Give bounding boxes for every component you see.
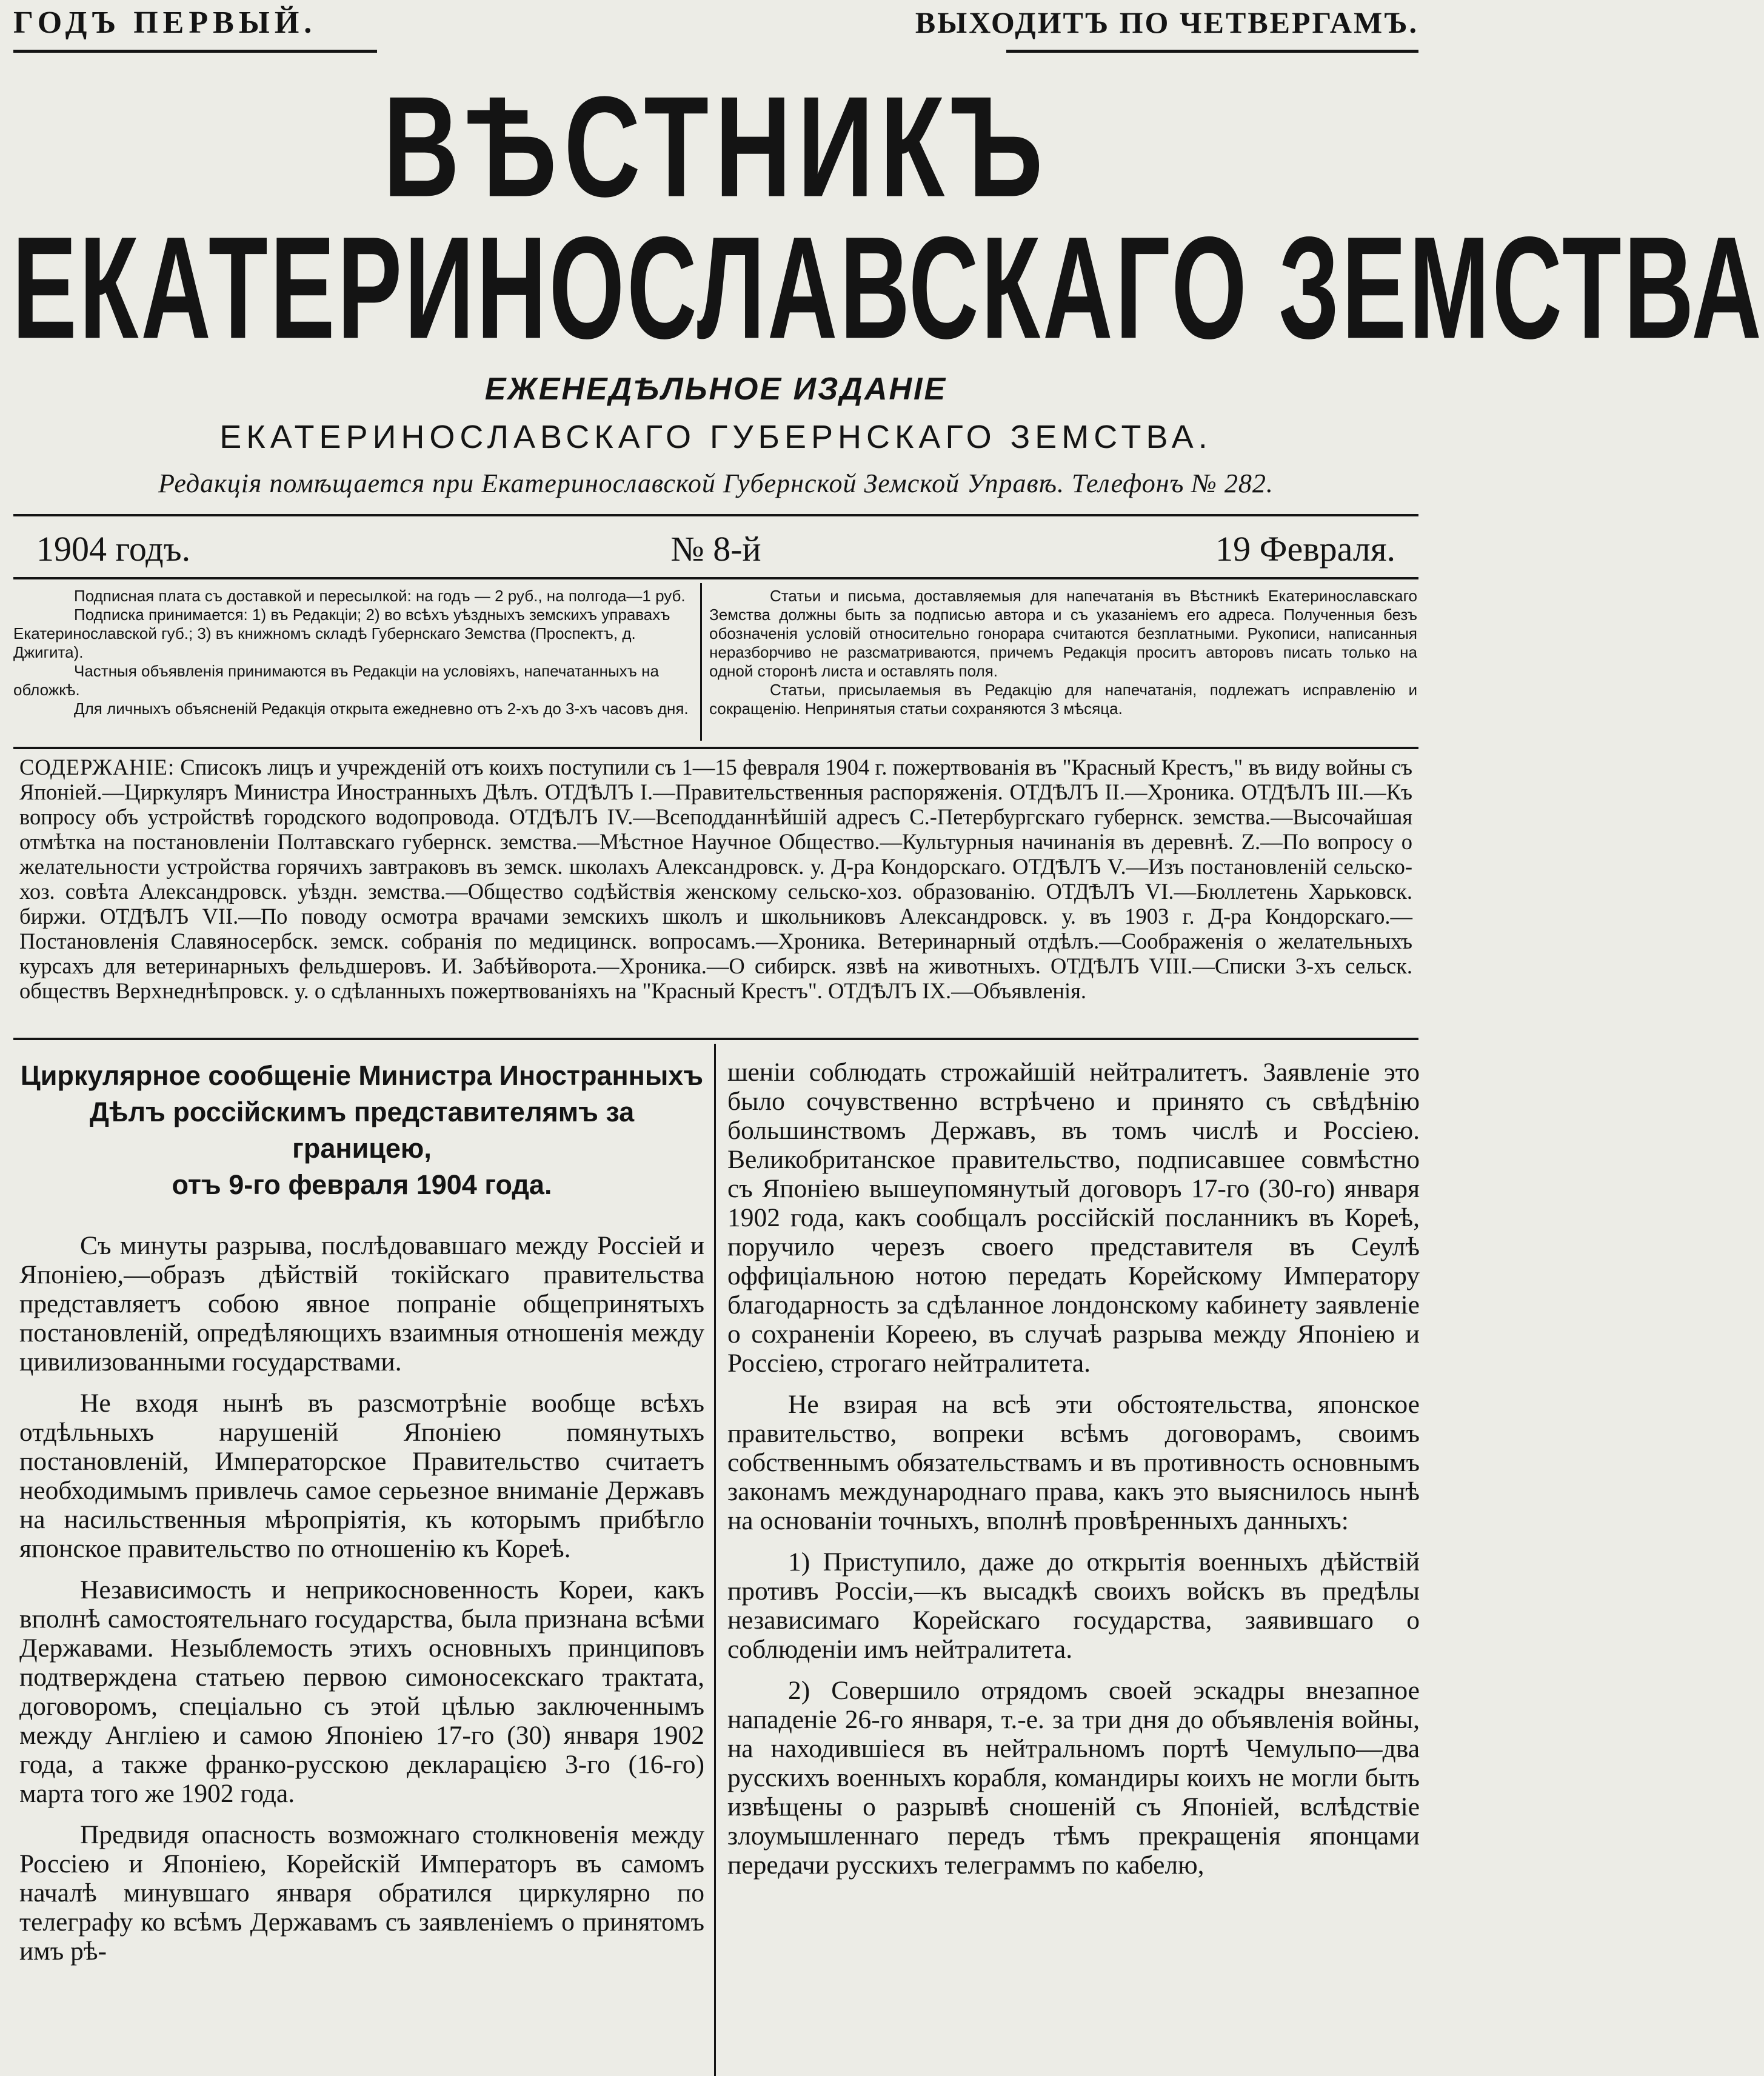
submission-info-paragraph: Статьи и письма, доставляемыя для напечатанія въ Вѣстникѣ Екатеринославскаго Земства должны быть за подписью автора и съ указаніемъ его адреса. Полученныя безъ обозначенія условій относительно гонорара считаются безплатными. Рукописи, написанныя неразборчиво не разсматриваются, причемъ Редакція проситъ авторовъ писать только на одной сторонѣ листа и оставлять поля.	[709, 587, 1417, 680]
article-title-line: Циркулярное сообщеніе Министра Иностранныхъ	[20, 1060, 704, 1091]
contents-text: Списокъ лицъ и учрежденій отъ коихъ поступили съ 1—15 февраля 1904 г. пожертвованія въ "Красный Крестъ," въ виду войны съ Японіей.—Циркуляръ Министра Иностранныхъ Дѣлъ. ОТДѢЛЪ I.—Правительственныя распоряженія. ОТДѢЛЪ II.—Хроника. ОТДѢЛЪ III.—Къ вопросу объ устройствѣ городского водопровода. ОТДѢЛЪ IV.—Всеподданнѣйшій адресъ С.-Петербургскаго губернск. земства.—Высочайшая отмѣтка на постановленіи Полтавскаго губернск. земства.—Мѣстное Научное Общество.—Культурныя начинанія въ деревнѣ. Z.—По вопросу о желательности устройства горячихъ завтраковъ въ земск. школахъ Александровск. у. Д-ра Кондорскаго. ОТДѢЛЪ V.—Изъ постановленій сельско-хоз. совѣта Александровск. уѣздн. земства.—Общество содѣйствія женскому сельско-хоз. образованію. ОТДѢЛЪ VI.—Бюллетень Харьковск. биржи. ОТДѢЛЪ VII.—По поводу осмотра врачами земскихъ школъ и школьниковъ Александровск. у. въ 1903 г. Д-ра Кондорскаго.—Постановленія Славяносербск. земск. собранія по медицинск. вопросамъ.—Хроника. Ветеринарный отдѣлъ.—Соображенія о желательныхъ курсахъ для ветеринарныхъ фельдшеровъ. И. Забѣйворота.—Хроника.—О сибирск. язвѣ на животныхъ. ОТДѢЛЪ VIII.—Списки 3-хъ сельск. обществъ Верхнеднѣпровск. у. о сдѣланныхъ пожертвованіяхъ на "Красный Крестъ". ОТДѢЛЪ IX.—Объявленія.	[19, 755, 1413, 1003]
article-paragraph: 1) Приступило, даже до открытія военныхъ дѣйствій противъ Россіи,—къ высадкѣ своихъ войскъ въ предѣлы независимаго Корейскаго государства, заявившаго о соблюденіи имъ нейтралитета.	[727, 1547, 1420, 1664]
masthead-title-line1: ВѢСТНИКЪ	[383, 67, 1049, 227]
article-paragraph: Съ минуты разрыва, послѣдовавшаго между Россіей и Японіею,—образъ дѣйствій токійскаго правительства представляетъ собою явное попраніе общепринятыхъ постановленій, опредѣляющихъ взаимныя отношенія между цивилизованными государствами.	[19, 1231, 704, 1377]
issue-year: 1904 годъ.	[36, 529, 191, 569]
article-paragraph: Не взирая на всѣ эти обстоятельства, японское правительство, вопреки всѣмъ договорамъ, своимъ собственнымъ обязательствамъ и въ противность основнымъ законамъ международнаго права, какъ это выяснилось нынѣ на основаніи точныхъ, вполнѣ провѣренныхъ данныхъ:	[727, 1390, 1420, 1535]
article-column-divider	[714, 1044, 716, 2076]
issue-row	[36, 529, 1395, 571]
subscription-info-paragraph: Подписка принимается: 1) въ Редакціи; 2) во всѣхъ уѣздныхъ земскихъ управахъ Екатеринославской губ.; 3) въ книжномъ складѣ Губернскаго Земства (Проспектъ, д. Джигита).	[13, 606, 670, 661]
masthead-subtitle: ЕЖЕНЕДѢЛЬНОЕ ИЗДАНІЕ	[484, 372, 947, 407]
submission-info-paragraph: Статьи, присылаемыя въ Редакцію для напечатанія, подлежатъ исправленію и сокращенію. Непринятыя статьи сохраняются 3 мѣсяца.	[709, 681, 1417, 718]
info-column-divider	[700, 583, 702, 741]
article-title	[19, 1058, 704, 1203]
issue-date: 19 Февраля.	[1215, 529, 1395, 569]
masthead-publisher: ЕКАТЕРИНОСЛАВСКАГО ГУБЕРНСКАГО ЗЕМСТВА.	[219, 419, 1212, 455]
table-of-contents	[19, 755, 1412, 1003]
article-paragraph: Независимость и неприкосновенность Кореи, какъ вполнѣ самостоятельнаго государства, была признана всѣми Державами. Незыблемость этихъ основныхъ принциповъ подтверждена статьею первою симоносекскаго трактата, договоромъ, спеціально съ этой цѣлью заключеннымъ между Англіею и самою Японіею 17-го (30) января 1902 года, а также франко-русскою декларацією 3-го (16-го) марта того же 1902 года.	[19, 1575, 704, 1808]
header-rule-top	[13, 514, 1418, 516]
subscription-info	[13, 587, 692, 718]
subscription-info-paragraph: Для личныхъ объясненій Редакція открыта ежедневно отъ 2-хъ до 3-хъ часовъ дня.	[74, 699, 689, 718]
contents-rule-top	[13, 747, 1418, 749]
masthead-editorial-note: Редакція помѣщается при Екатеринославской Губернской Земской Управѣ. Телефонъ № 282.	[158, 469, 1274, 498]
article-paragraph: Не входя нынѣ въ разсмотрѣніе вообще всѣхъ отдѣльныхъ нарушеній Японіею помянутыхъ постановленій, Императорское Правительство считаетъ необходимымъ привлечь самое серьезное вниманіе Державъ на насильственныя мѣропріятія, къ которымъ прибѣгло японское правительство по отношенію къ Кореѣ.	[19, 1389, 704, 1563]
issue-number: № 8-й	[670, 529, 761, 569]
article-title-line: Дѣлъ россійскимъ представителямъ за границею,	[89, 1096, 635, 1164]
article-left-column	[19, 1058, 704, 1966]
year-label: ГОДЪ ПЕРВЫЙ.	[13, 5, 317, 40]
article-paragraph: Предвидя опасность возможнаго столкновенія между Россіею и Японіею, Корейскій Императоръ въ самомъ началѣ минувшаго января обратился циркулярно по телеграфу ко всѣмъ Державамъ съ заявленіемъ о принятомъ имъ рѣ-	[19, 1820, 704, 1966]
masthead-title-line2: ЕКАТЕРИНОСЛАВСКАГО ЗЕМСТВА	[12, 206, 1764, 369]
article-title-line: отъ 9-го февраля 1904 года.	[172, 1169, 552, 1200]
schedule-label-underline	[1006, 50, 1418, 53]
year-label-underline	[13, 50, 377, 53]
submission-info	[709, 587, 1417, 718]
schedule-label: ВЫХОДИТЪ ПО ЧЕТВЕРГАМЪ.	[915, 5, 1418, 39]
article-paragraph: 2) Совершило отрядомъ своей эскадры внезапное нападеніе 26-го января, т.-е. за три дня до объявленія войны, на находившіеся въ нейтральномъ портѣ Чемульпо—два русскихъ военныхъ корабля, командиры коихъ не могли быть извѣщены о разрывѣ сношеній съ Японіей, вслѣдствіе злоумышленнаго передъ тѣмъ прекращенія японцами передачи русскихъ телеграммъ по кабелю,	[727, 1676, 1420, 1880]
contents-label: СОДЕРЖАНІЕ:	[19, 755, 175, 779]
subscription-info-paragraph: Подписная плата съ доставкой и пересылкой: на годъ — 2 руб., на полгода—1 руб.	[74, 587, 686, 605]
header-rule-bottom	[13, 577, 1418, 579]
article-right-column	[727, 1058, 1420, 1880]
subscription-info-paragraph: Частныя объявленія принимаются въ Редакціи на условіяхъ, напечатанныхъ на обложкѣ.	[13, 662, 659, 699]
contents-rule-bottom	[13, 1038, 1418, 1040]
article-paragraph-continued: шеніи соблюдать строжайшій нейтралитетъ. Заявленіе это было сочувственно встрѣчено и принято съ свѣдѣнію большинствомъ Державъ, въ томъ числѣ и Россіею. Великобританское правительство, подписавшее совмѣстно съ Японіею вышеупомянутый договоръ 17-го (30-го) января 1902 года, какъ сообщалъ россійскій посланникъ въ Кореѣ, поручило черезъ своего представителя въ Сеулѣ оффиціальною нотою передать Корейскому Императору благодарность за сдѣланное лондонскому кабинету заявленіе о сохраненіи Кореею, въ случаѣ разрыва между Японіею и Россіею, строгаго нейтралитета.	[727, 1058, 1420, 1378]
